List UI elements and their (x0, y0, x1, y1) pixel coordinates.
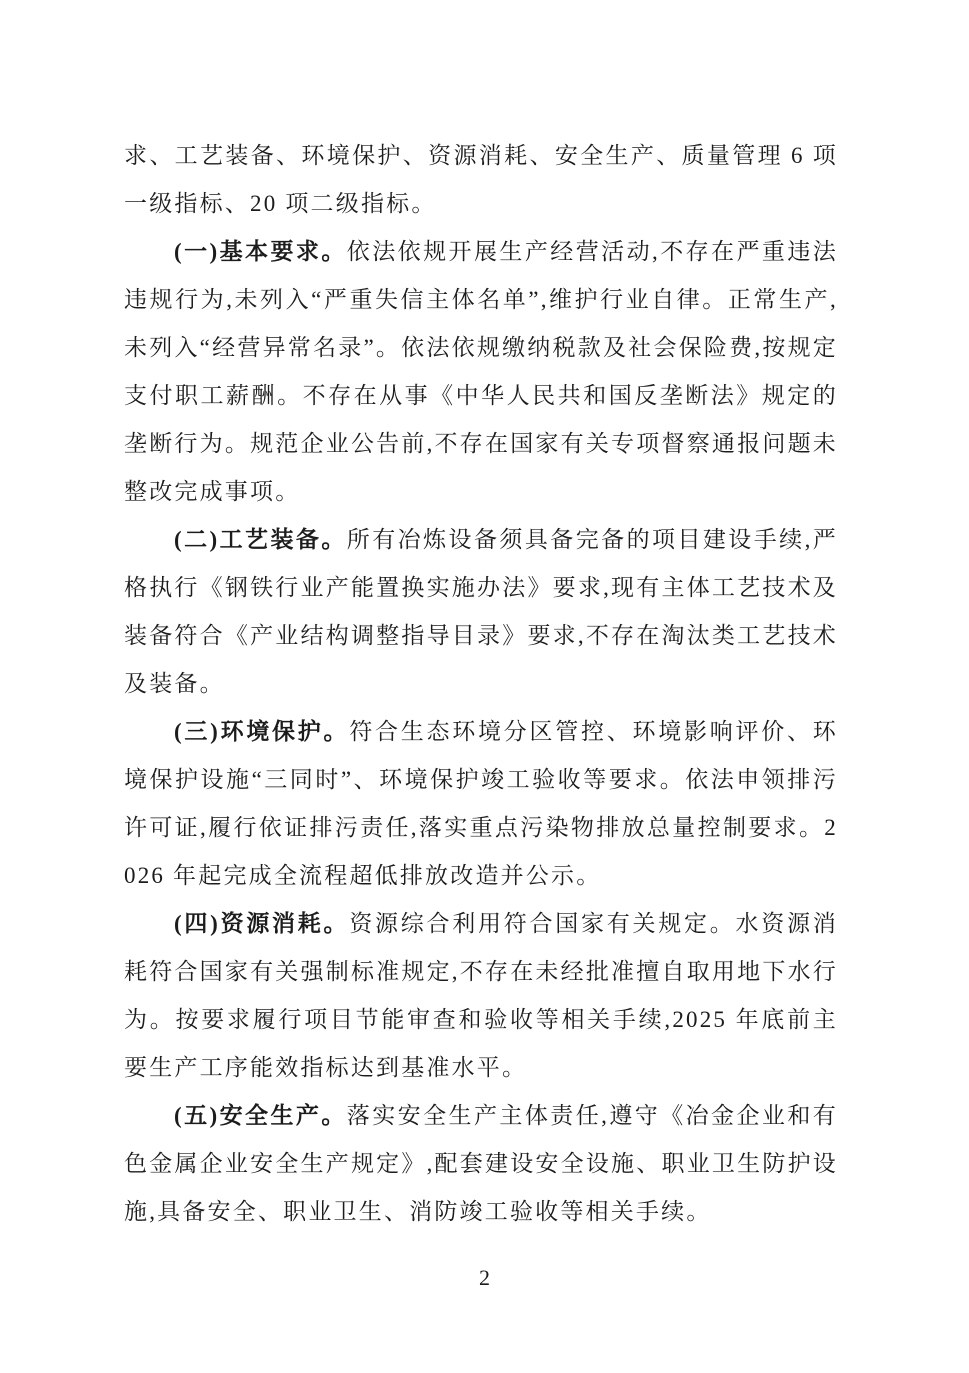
paragraph-text: 依法依规开展生产经营活动,不存在严重违法违规行为,未列入“严重失信主体名单”,维护行业自律。正常生产,未列入“经营异常名录”。依法依规缴纳税款及社会保险费,按规定支付职工薪酬。不存在从事《中华人民共和国反垄断法》规定的垄断行为。规范企业公告前,不存在国家有关专项督察通报问题未整改完成事项。 (124, 239, 838, 504)
paragraph-text: 所有冶炼设备须具备完备的项目建设手续,严格执行《钢铁行业产能置换实施办法》要求,现有主体工艺技术及装备符合《产业结构调整指导目录》要求,不存在淘汰类工艺技术及装备。 (124, 527, 838, 696)
paragraph-basic-requirements (124, 228, 838, 516)
paragraph-process-equipment (124, 516, 838, 708)
paragraph-resource-consumption (124, 900, 838, 1092)
paragraph-lead: (五)安全生产。 (174, 1103, 347, 1128)
paragraph-lead: (四)资源消耗。 (174, 911, 350, 936)
paragraph-text: 求、工艺装备、环境保护、资源消耗、安全生产、质量管理 6 项一级指标、20 项二级指标。 (124, 143, 838, 216)
document-body (124, 132, 838, 1236)
paragraph-environmental-protection (124, 708, 838, 900)
paragraph-continuation (124, 132, 838, 228)
paragraph-production-safety (124, 1092, 838, 1236)
page-number: 2 (479, 1265, 490, 1290)
paragraph-text: 符合生态环境分区管控、环境影响评价、环境保护设施“三同时”、环境保护竣工验收等要求。依法申领排污许可证,履行依证排污责任,落实重点污染物排放总量控制要求。2026 年起完成全流程超低排放改造并公示。 (124, 719, 838, 888)
paragraph-lead: (一)基本要求。 (174, 239, 347, 264)
paragraph-lead: (三)环境保护。 (174, 719, 350, 744)
paragraph-lead: (二)工艺装备。 (174, 527, 347, 552)
paragraph-text: 资源综合利用符合国家有关规定。水资源消耗符合国家有关强制标准规定,不存在未经批准擅自取用地下水行为。按要求履行项目节能审查和验收等相关手续,2025 年底前主要生产工序能效指标达到基准水平。 (124, 911, 838, 1080)
paragraph-text: 落实安全生产主体责任,遵守《冶金企业和有色金属企业安全生产规定》,配套建设安全设施、职业卫生防护设施,具备安全、职业卫生、消防竣工验收等相关手续。 (124, 1103, 838, 1224)
